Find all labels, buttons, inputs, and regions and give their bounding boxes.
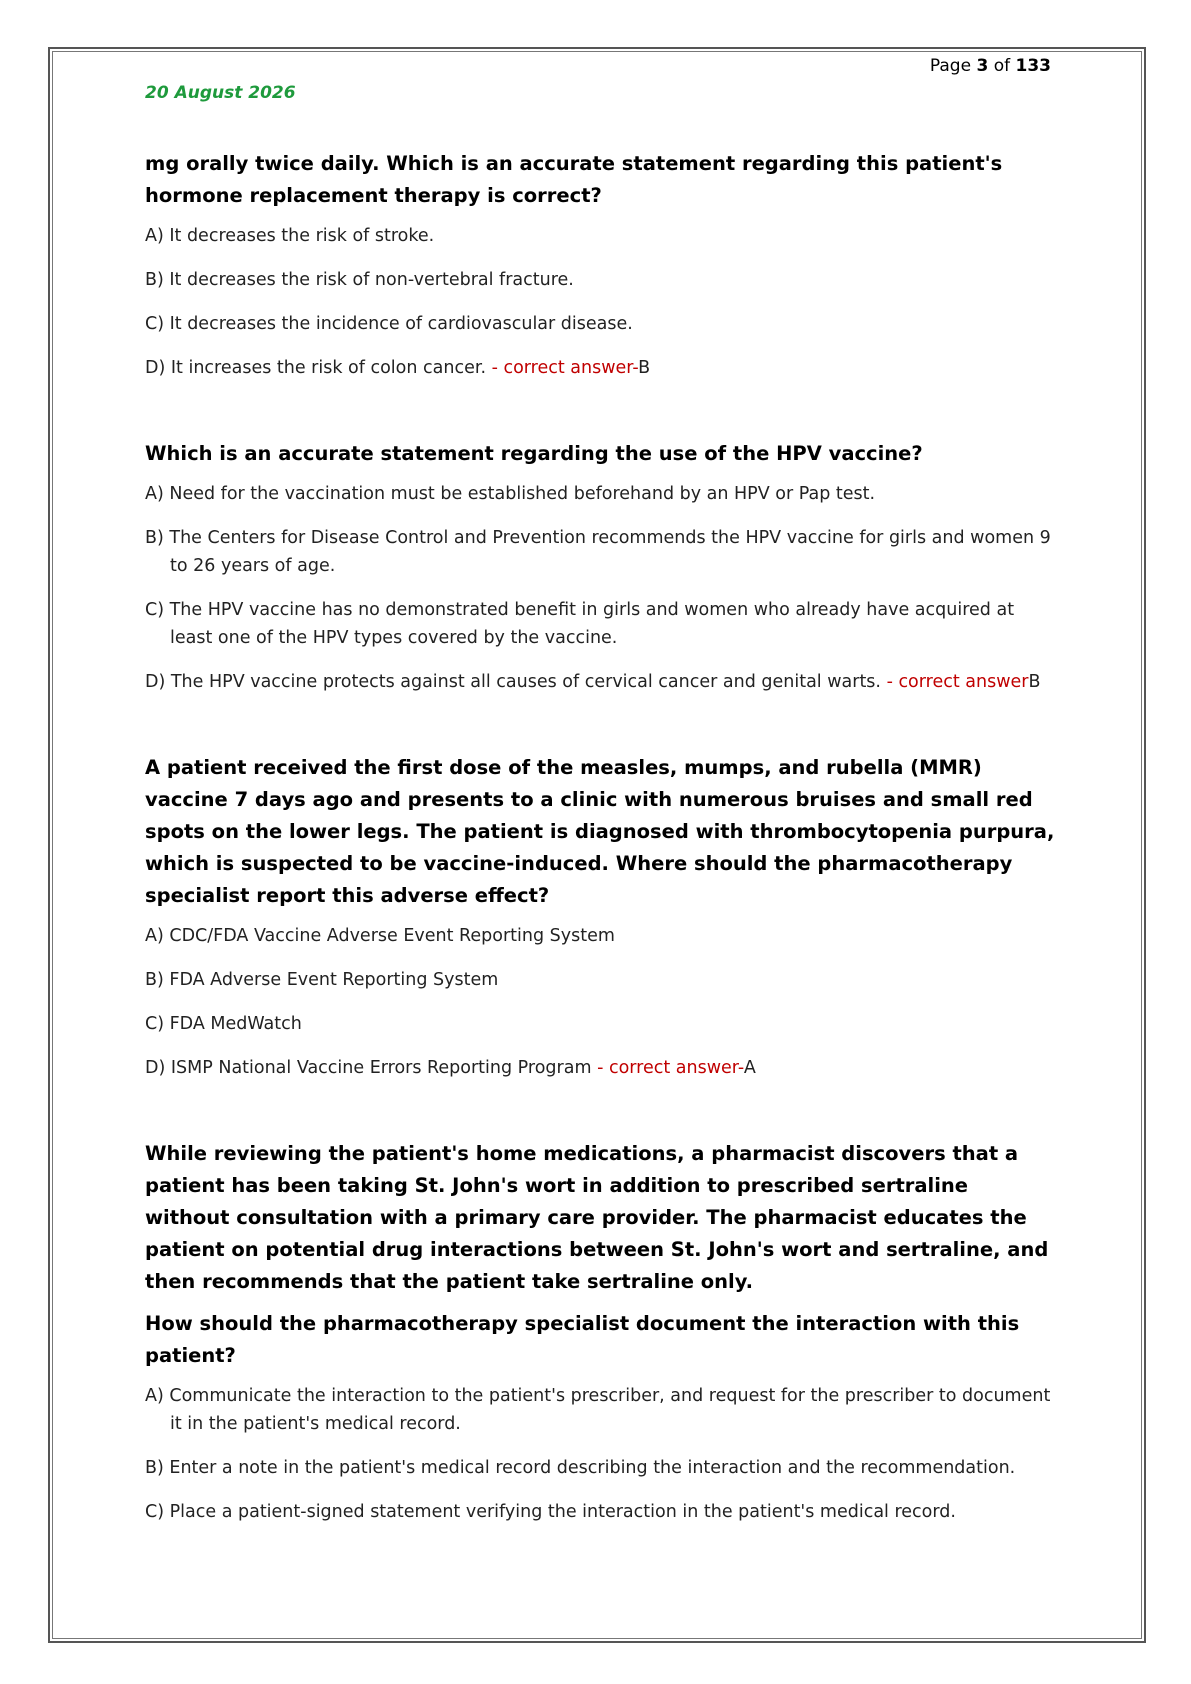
question-block bbox=[145, 1138, 1055, 1526]
option-c: C) FDA MedWatch bbox=[145, 1014, 302, 1034]
option-a: A) It decreases the risk of stroke. bbox=[145, 226, 435, 246]
option-c: C) It decreases the incidence of cardiovascular disease. bbox=[145, 314, 633, 334]
option-c: C) The HPV vaccine has no demonstrated benefit in girls and women who already have acquired at least one of the HPV types covered by the vaccine. bbox=[145, 600, 1015, 648]
page-total: 133 bbox=[1015, 56, 1051, 76]
document-date: 20 August 2026 bbox=[145, 83, 296, 103]
correct-answer-letter: B bbox=[638, 358, 651, 378]
correct-answer-letter: A bbox=[743, 1058, 756, 1078]
page-number: Page 3 of 133 bbox=[929, 56, 1051, 76]
question-stem-followup: How should the pharmacotherapy specialist document the interaction with this patient? bbox=[145, 1312, 1020, 1367]
question-list bbox=[145, 148, 1055, 1542]
option-b: B) The Centers for Disease Control and Prevention recommends the HPV vaccine for girls and women 9 to 26 years of age. bbox=[145, 528, 1051, 576]
option-c: C) Place a patient-signed statement verifying the interaction in the patient's medical record. bbox=[145, 1502, 956, 1522]
option-b: B) FDA Adverse Event Reporting System bbox=[145, 970, 499, 990]
correct-answer-label: - correct answer- bbox=[591, 1058, 744, 1078]
question-stem: While reviewing the patient's home medications, a pharmacist discovers that a patient has been taking St. John's wort in addition to prescribed sertraline without consultation with a primary care provider. The pharmacist educates the patient on potential drug interactions between St. John's wort and sertraline, and then recommends that the patient take sertraline only. bbox=[145, 1142, 1049, 1293]
option-a: A) CDC/FDA Vaccine Adverse Event Reporting System bbox=[145, 926, 615, 946]
question-stem: A patient received the first dose of the measles, mumps, and rubella (MMR) vaccine 7 days ago and presents to a clinic with numerous bruises and small red spots on the lower legs. The patient is diagnosed with thrombocytopenia purpura, which is suspected to be vaccine-induced. Where should the pharmacotherapy specialist report this adverse effect? bbox=[145, 756, 1055, 907]
question-block bbox=[145, 752, 1055, 1082]
option-d: D) It increases the risk of colon cancer. - correct answer-B bbox=[145, 358, 651, 378]
question-stem: Which is an accurate statement regarding the use of the HPV vaccine? bbox=[145, 442, 923, 465]
question-block bbox=[145, 438, 1055, 696]
option-b: B) Enter a note in the patient's medical record describing the interaction and the recommendation. bbox=[145, 1458, 1016, 1478]
correct-answer-label: - correct answer- bbox=[486, 358, 639, 378]
question-block bbox=[145, 148, 1055, 382]
option-d: D) ISMP National Vaccine Errors Reporting Program - correct answer-A bbox=[145, 1058, 756, 1078]
correct-answer-letter: B bbox=[1028, 672, 1041, 692]
option-a: A) Communicate the interaction to the patient's prescriber, and request for the prescriber to document it in the patient's medical record. bbox=[145, 1386, 1051, 1434]
question-stem: mg orally twice daily. Which is an accurate statement regarding this patient's hormone replacement therapy is correct? bbox=[145, 152, 1003, 207]
option-a: A) Need for the vaccination must be established beforehand by an HPV or Pap test. bbox=[145, 484, 876, 504]
option-d: D) The HPV vaccine protects against all causes of cervical cancer and genital warts. - correct answerB bbox=[145, 672, 1041, 692]
page-current: 3 bbox=[976, 56, 989, 76]
correct-answer-label: - correct answer bbox=[881, 672, 1029, 692]
option-b: B) It decreases the risk of non-vertebral fracture. bbox=[145, 270, 574, 290]
